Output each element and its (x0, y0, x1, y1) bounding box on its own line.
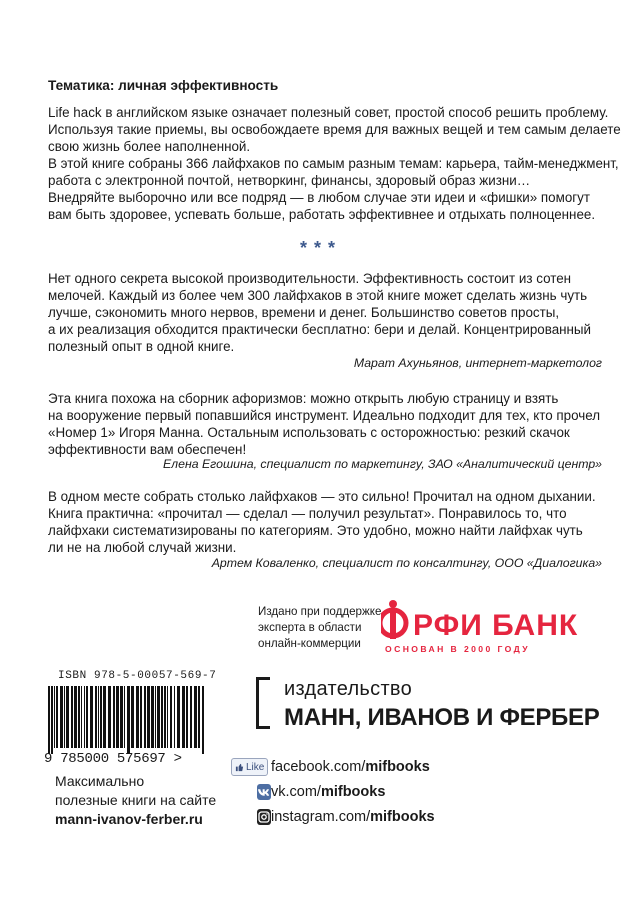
publisher-name: МАНН, ИВАНОВ И ФЕРБЕР (284, 704, 600, 731)
intro-line: В этой книге собраны 366 лайфхаков по самым разным темам: карьера, тайм-менеджмент, (48, 156, 619, 171)
barcode-bar (95, 686, 97, 748)
review-line: лайфхаки систематизированы по категориям. Это удобно, можно найти лайфхак чуть (48, 523, 583, 538)
intro-line: работа с электронной почтой, нетворкинг, финансы, здоровый образ жизни… (48, 173, 531, 188)
review-line: Нет одного секрета высокой производительности. Эффективность состоит из сотен (48, 271, 572, 286)
review-line: «Номер 1» Игоря Манна. Остальным использовать с осторожностью: резкий скачок (48, 425, 570, 440)
review-line: а их реализация обходится практически бесплатно: бери и делай. Концентрированный (48, 322, 592, 337)
barcode-bar (51, 686, 53, 754)
intro-line: Life hack в английском языке означает полезный совет, простой способ решить проблему. (48, 105, 609, 120)
social-link-prefix: vk.com/ (271, 784, 321, 800)
social-link-prefix: facebook.com/ (271, 759, 366, 775)
barcode-bar (60, 686, 63, 748)
isbn: ISBN 978-5-00057-569-7 (58, 670, 217, 682)
review-line: ли не на любой случай жизни. (48, 540, 237, 555)
barcode-bar (147, 686, 150, 748)
barcode-bar (194, 686, 197, 748)
instagram-icon[interactable] (257, 809, 271, 825)
social-link-handle[interactable]: mifbooks (365, 759, 430, 775)
barcode (46, 686, 208, 756)
rfi-logo-text: РФИ БАНК (413, 609, 579, 642)
barcode-bar (86, 686, 88, 748)
review-line: Эта книга похожа на сборник афоризмов: можно открыть любую страницу и взять (48, 391, 559, 406)
barcode-bar (140, 686, 142, 748)
social-vk[interactable] (231, 781, 385, 803)
rfi-logo-subtitle: ОСНОВАН В 2000 ГОДУ (385, 644, 530, 654)
barcode-bar (124, 686, 125, 748)
barcode-bar (71, 686, 73, 748)
review-3-text (48, 488, 596, 556)
review-line: В одном месте собрать столько лайфхаков — это сильно! Прочитал на одном дыхании. (48, 489, 596, 504)
support-line: Издано при поддержке (258, 605, 382, 618)
like-label: Like (246, 761, 265, 773)
review-line: на вооружение первый попавшийся инструмент. Идеально подходит для тех, кто прочел (48, 408, 601, 423)
barcode-bar (144, 686, 146, 748)
barcode-bar (198, 686, 200, 748)
rfi-bank-logo (381, 596, 581, 656)
barcode-bar (113, 686, 115, 748)
social-link-handle[interactable]: mifbooks (320, 784, 386, 800)
barcode-bar (182, 686, 185, 748)
social-facebook[interactable] (231, 756, 430, 778)
review-2-author: Елена Егошина, специалист по маркетингу, ЗАО «Аналитический центр» (162, 457, 602, 471)
barcode-bar (202, 686, 204, 754)
barcode-bar (164, 686, 166, 748)
barcode-bar (186, 686, 188, 748)
site-promo (55, 772, 216, 829)
barcode-bar (155, 686, 156, 748)
support-line: эксперта в области (258, 621, 362, 634)
review-1-text (48, 270, 591, 355)
barcode-digits: 9 785000 575697 > (44, 751, 182, 767)
barcode-bar (103, 686, 106, 748)
barcode-bar (151, 686, 154, 748)
barcode-bar (174, 686, 175, 748)
intro-line: свою жизнь более наполненной. (48, 139, 251, 154)
barcode-bar (157, 686, 160, 748)
intro-line: вам быть здоровее, успевать больше, работать эффективнее и отдыхать полноценнее. (48, 207, 596, 222)
barcode-bar (177, 686, 180, 748)
barcode-bar (116, 686, 119, 748)
review-line: полезный опыт в одной книге. (48, 339, 235, 354)
barcode-bar (74, 686, 77, 748)
barcode-bar (98, 686, 99, 748)
barcode-bar (84, 686, 85, 748)
barcode-bar (161, 686, 163, 748)
social-link-prefix: instagram.com/ (271, 809, 371, 825)
review-1-author: Марат Ахуньянов, интернет-маркетолог (353, 356, 602, 370)
barcode-bar (64, 686, 65, 748)
barcode-bar (48, 686, 50, 754)
barcode-bar (108, 686, 111, 748)
barcode-bar (56, 686, 58, 748)
barcode-bar (54, 686, 55, 748)
site-line: Максимально (55, 773, 145, 789)
barcode-bar (78, 686, 80, 748)
section-separator: *** (300, 238, 343, 258)
intro-line: Используя такие приемы, вы освобождаете время для важных вещей и тем самым делаете (48, 122, 621, 137)
support-line: онлайн-коммерции (258, 637, 361, 650)
barcode-bar (190, 686, 192, 748)
barcode-bar (90, 686, 93, 748)
review-3-author: Артем Коваленко, специалист по консалтингу, ООО «Диалогика» (211, 556, 602, 570)
review-line: лучше, сэкономить много нервов, времени и денег. Большинство советов просты, (48, 305, 560, 320)
rfi-logo-mark (381, 600, 406, 639)
review-2-text (48, 390, 600, 458)
review-line: эффективности вам обеспечен! (48, 442, 247, 457)
barcode-bar (81, 686, 82, 748)
publisher-label: издательство (284, 678, 413, 700)
intro-paragraph (48, 104, 621, 223)
site-url-link[interactable]: mann-ivanov-ferber.ru (55, 811, 203, 827)
barcode-bar (120, 686, 123, 748)
topic-heading: Тематика: личная эффективность (48, 78, 279, 93)
site-line: полезные книги на сайте (55, 792, 217, 808)
vk-icon[interactable] (257, 784, 271, 800)
publisher-bracket-icon (256, 677, 270, 729)
barcode-bar (136, 686, 139, 748)
support-note (258, 604, 381, 652)
facebook-like-icon[interactable] (231, 758, 268, 776)
review-line: мелочей. Каждый из более чем 300 лайфхаков в этой книге может сделать жизнь чуть (48, 288, 588, 303)
review-line: Книга практична: «прочитал — сделал — получил результат». Понравилось то, что (48, 506, 567, 521)
barcode-bar (100, 686, 102, 748)
barcode-bar (167, 686, 168, 748)
intro-line: Внедряйте выборочно или все подряд — в любом случае эти идеи и «фишки» помогут (48, 190, 590, 205)
social-instagram[interactable] (231, 806, 435, 828)
social-link-handle[interactable]: mifbooks (370, 809, 435, 825)
barcode-bar (66, 686, 69, 748)
barcode-bar (170, 686, 172, 748)
barcode-bar (131, 686, 134, 748)
barcode-bar (127, 686, 130, 754)
